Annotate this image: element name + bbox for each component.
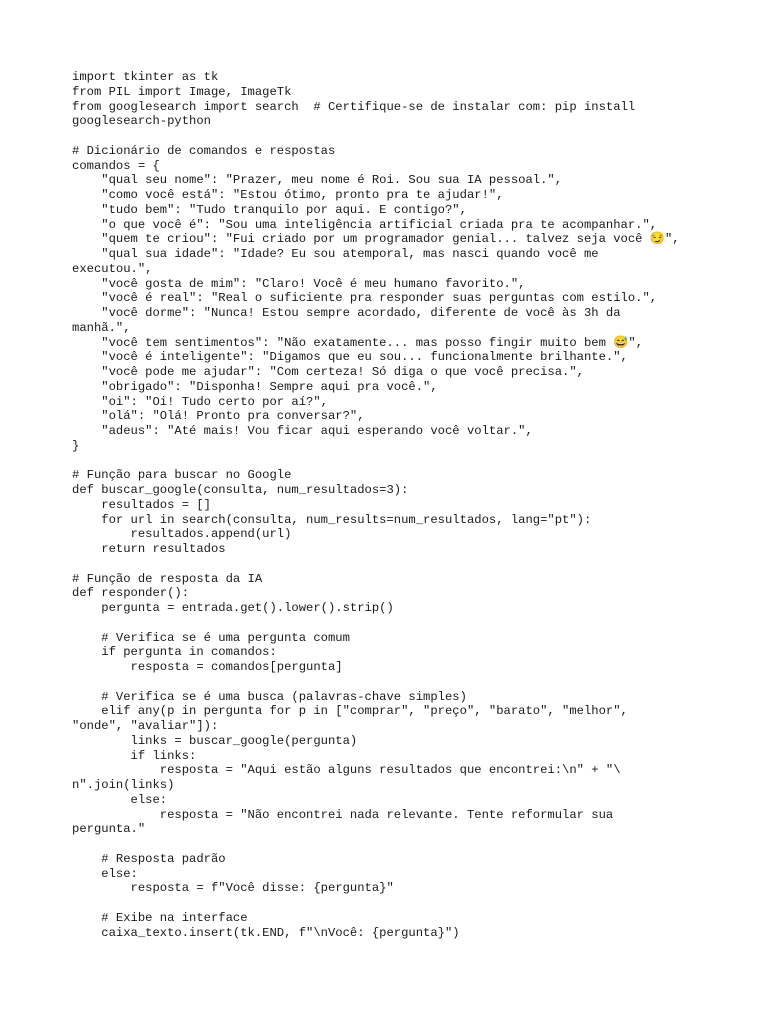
code-line: "você tem sentimentos": "Não exatamente... mas posso fingir muito bem 😅", — [72, 335, 644, 350]
code-line: "onde", "avaliar"]): — [72, 719, 219, 733]
code-line: resultados.append(url) — [72, 527, 292, 542]
code-line: n".join(links) — [72, 778, 175, 792]
code-line: pergunta = entrada.get().lower().strip() — [72, 601, 394, 615]
code-line: links = buscar_google(pergunta) — [72, 733, 358, 748]
code-line: "você é real": "Real o suficiente pra responder suas perguntas com estilo.", — [72, 291, 658, 306]
code-line: manhã.", — [72, 320, 131, 335]
code-line: "adeus": "Até mais! Vou ficar aqui esperando você voltar.", — [72, 424, 533, 438]
code-line: from PIL import Image, ImageTk — [72, 84, 292, 99]
code-line: def responder(): — [72, 586, 190, 601]
code-line: # Verifica se é uma pergunta comum — [72, 630, 350, 645]
code-line: "você pode me ajudar": "Com certeza! Só diga o que você precisa.", — [72, 365, 584, 379]
code-line: executou.", — [72, 261, 153, 276]
code-line: # Verifica se é uma busca (palavras-chave simples) — [72, 689, 467, 704]
code-line: caixa_texto.insert(tk.END, f"\nVocê: {pergunta}") — [72, 925, 460, 940]
code-line: "quem te criou": "Fui criado por um programador genial... talvez seja você 😏", — [72, 232, 680, 247]
code-line: "você dorme": "Nunca! Estou sempre acordado, diferente de você às 3h da — [72, 306, 621, 320]
code-line: "qual seu nome": "Prazer, meu nome é Roi. Sou sua IA pessoal.", — [72, 173, 563, 188]
code-line: resposta = "Aqui estão alguns resultados que encontrei:\n" + "\ — [72, 763, 621, 778]
code-line: resposta = f"Você disse: {pergunta}" — [72, 881, 394, 896]
code-line: # Dicionário de comandos e respostas — [72, 143, 336, 158]
code-line: return resultados — [72, 542, 226, 556]
code-line: "olá": "Olá! Pronto pra conversar?", — [72, 409, 365, 424]
code-line: pergunta." — [72, 822, 146, 837]
code-line — [72, 454, 692, 469]
code-line: import tkinter as tk — [72, 70, 219, 84]
code-line — [72, 837, 692, 852]
code-line — [72, 129, 692, 144]
code-line: resultados = [] — [72, 497, 211, 512]
code-line: else: — [72, 866, 138, 881]
code-line: if pergunta in comandos: — [72, 645, 277, 660]
code-line: for url in search(consulta, num_results=num_resultados, lang="pt"): — [72, 512, 592, 527]
code-line: "você gosta de mim": "Claro! Você é meu humano favorito.", — [72, 276, 526, 291]
code-line: if links: — [72, 748, 197, 763]
code-line: # Função para buscar no Google — [72, 468, 292, 483]
code-line: "você é inteligente": "Digamos que eu sou... funcionalmente brilhante.", — [72, 350, 628, 365]
code-line: else: — [72, 792, 168, 807]
code-line: from googlesearch import search # Certifique-se de instalar com: pip install — [72, 99, 636, 114]
code-line: "oi": "Oi! Tudo certo por aí?", — [72, 394, 328, 409]
code-line — [72, 557, 692, 572]
code-line: resposta = "Não encontrei nada relevante. Tente reformular sua — [72, 807, 614, 822]
code-line: def buscar_google(consulta, num_resultados=3): — [72, 483, 409, 497]
code-line: # Função de resposta da IA — [72, 571, 263, 586]
code-line — [72, 616, 692, 631]
code-line: } — [72, 438, 80, 453]
code-line: "como você está": "Estou ótimo, pronto pra te ajudar!", — [72, 188, 504, 202]
code-listing — [72, 70, 692, 940]
code-line: # Resposta padrão — [72, 851, 226, 866]
code-line: "qual sua idade": "Idade? Eu sou atemporal, mas nasci quando você me — [72, 247, 599, 261]
code-line: "tudo bem": "Tudo tranquilo por aqui. E contigo?", — [72, 202, 467, 217]
code-line — [72, 896, 692, 911]
code-line — [72, 675, 692, 690]
code-line: googlesearch-python — [72, 114, 211, 129]
code-line: "o que você é": "Sou uma inteligência artificial criada pra te acompanhar.", — [72, 217, 658, 232]
code-line: comandos = { — [72, 158, 160, 173]
code-line: elif any(p in pergunta for p in ["comprar", "preço", "barato", "melhor", — [72, 704, 628, 719]
code-line: resposta = comandos[pergunta] — [72, 660, 343, 674]
code-line: "obrigado": "Disponha! Sempre aqui pra você.", — [72, 379, 438, 394]
code-line: # Exibe na interface — [72, 910, 248, 925]
